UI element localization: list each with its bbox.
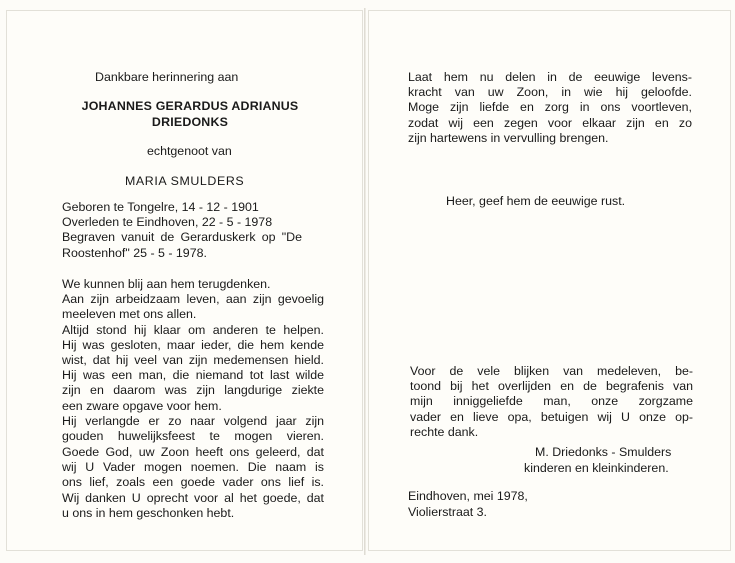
memory-line: Hij was gesloten, maar ieder, die hem kende (62, 337, 324, 352)
prayer-line: Wij danken U oprecht voor al het goede, dat (62, 490, 324, 505)
spouse-intro: echtgenoot van (147, 144, 232, 158)
poem-line: Laat hem nu delen in de eeuwige levens- (408, 70, 692, 84)
address: Violierstraat 3. (408, 505, 487, 519)
signature-name: M. Driedonks - Smulders (535, 445, 672, 459)
signature-family: kinderen en kleinkinderen. (524, 461, 669, 475)
poem-line: kracht van uw Zoon, in wie hij geloofde. (408, 85, 692, 100)
memory-line: Hij was een man, die niemand tot last wilde (62, 368, 324, 383)
eternal-rest-line: Heer, geef hem de eeuwige rust. (446, 194, 626, 208)
memory-line: Aan zijn arbeidzaam leven, aan zijn gevoelig (62, 292, 324, 307)
memory-line: We kunnen blij aan hem terugdenken. (62, 277, 271, 291)
poem-paragraph (408, 70, 692, 146)
deceased-name-line1: JOHANNES GERARDUS ADRIANUS (81, 99, 299, 113)
memory-line: zijn en daarom was zijn langdurige ziekte (62, 383, 324, 398)
memory-line: wist, dat hij veel van zijn medemensen hield. (62, 352, 324, 367)
deceased-name-line2: DRIEDONKS (151, 115, 229, 129)
thanks-line: toond bij het overlijden en de begrafenis van (410, 379, 693, 394)
intro-text: Dankbare herinnering aan (95, 70, 239, 84)
burial-place-line: Roostenhof" 25 - 5 - 1978. (62, 245, 207, 260)
thanks-line: rechte dank. (410, 424, 479, 439)
memory-line: een zware opgave voor hem. (62, 398, 222, 413)
prayer-line: u ons in hem geschonken hebt. (62, 505, 235, 520)
thanks-line: vader en lieve opa, betuigen wij U onze op- (410, 409, 693, 424)
death-line: Overleden te Eindhoven, 22 - 5 - 1978 (62, 215, 273, 230)
birth-line: Geboren te Tongelre, 14 - 12 - 1901 (62, 200, 259, 214)
spouse-name: MARIA SMULDERS (125, 174, 245, 188)
poem-line: zodat wij een zegen voor elkaar zijn en zo (408, 115, 692, 130)
life-dates (62, 200, 302, 261)
prayer-line: ons lief, zoals een goede vader ons lief is. (62, 475, 324, 490)
memory-line: meeleven met ons allen. (62, 307, 197, 322)
prayer-paragraph (62, 445, 324, 521)
memory-line: Altijd stond hij klaar om anderen te helpen. (62, 322, 324, 337)
thanks-line: mijn inniggeliefde man, onze zorgzame (410, 394, 693, 409)
memory-line: Hij verlangde er zo naar volgend jaar zijn (62, 413, 324, 428)
prayer-line: wij U Vader mogen noemen. Die naam is (62, 460, 324, 475)
thanks-line: Voor de vele blijken van medeleven, be- (410, 364, 693, 378)
burial-line: Begraven vanuit de Gerarduskerk op "De (62, 230, 302, 245)
prayer-line: Goede God, uw Zoon heeft ons geleerd, dat (62, 445, 324, 459)
poem-line: Moge zijn liefde en zorg in ons voortleven, (408, 100, 692, 115)
memory-line: gouden huwelijksfeest te mogen vieren. (62, 428, 324, 443)
memory-paragraph (62, 277, 324, 444)
thanks-paragraph (410, 364, 693, 440)
poem-line: zijn hartewens in vervulling brengen. (408, 130, 609, 145)
card-fold (364, 8, 366, 555)
place-and-date: Eindhoven, mei 1978, (408, 489, 528, 503)
